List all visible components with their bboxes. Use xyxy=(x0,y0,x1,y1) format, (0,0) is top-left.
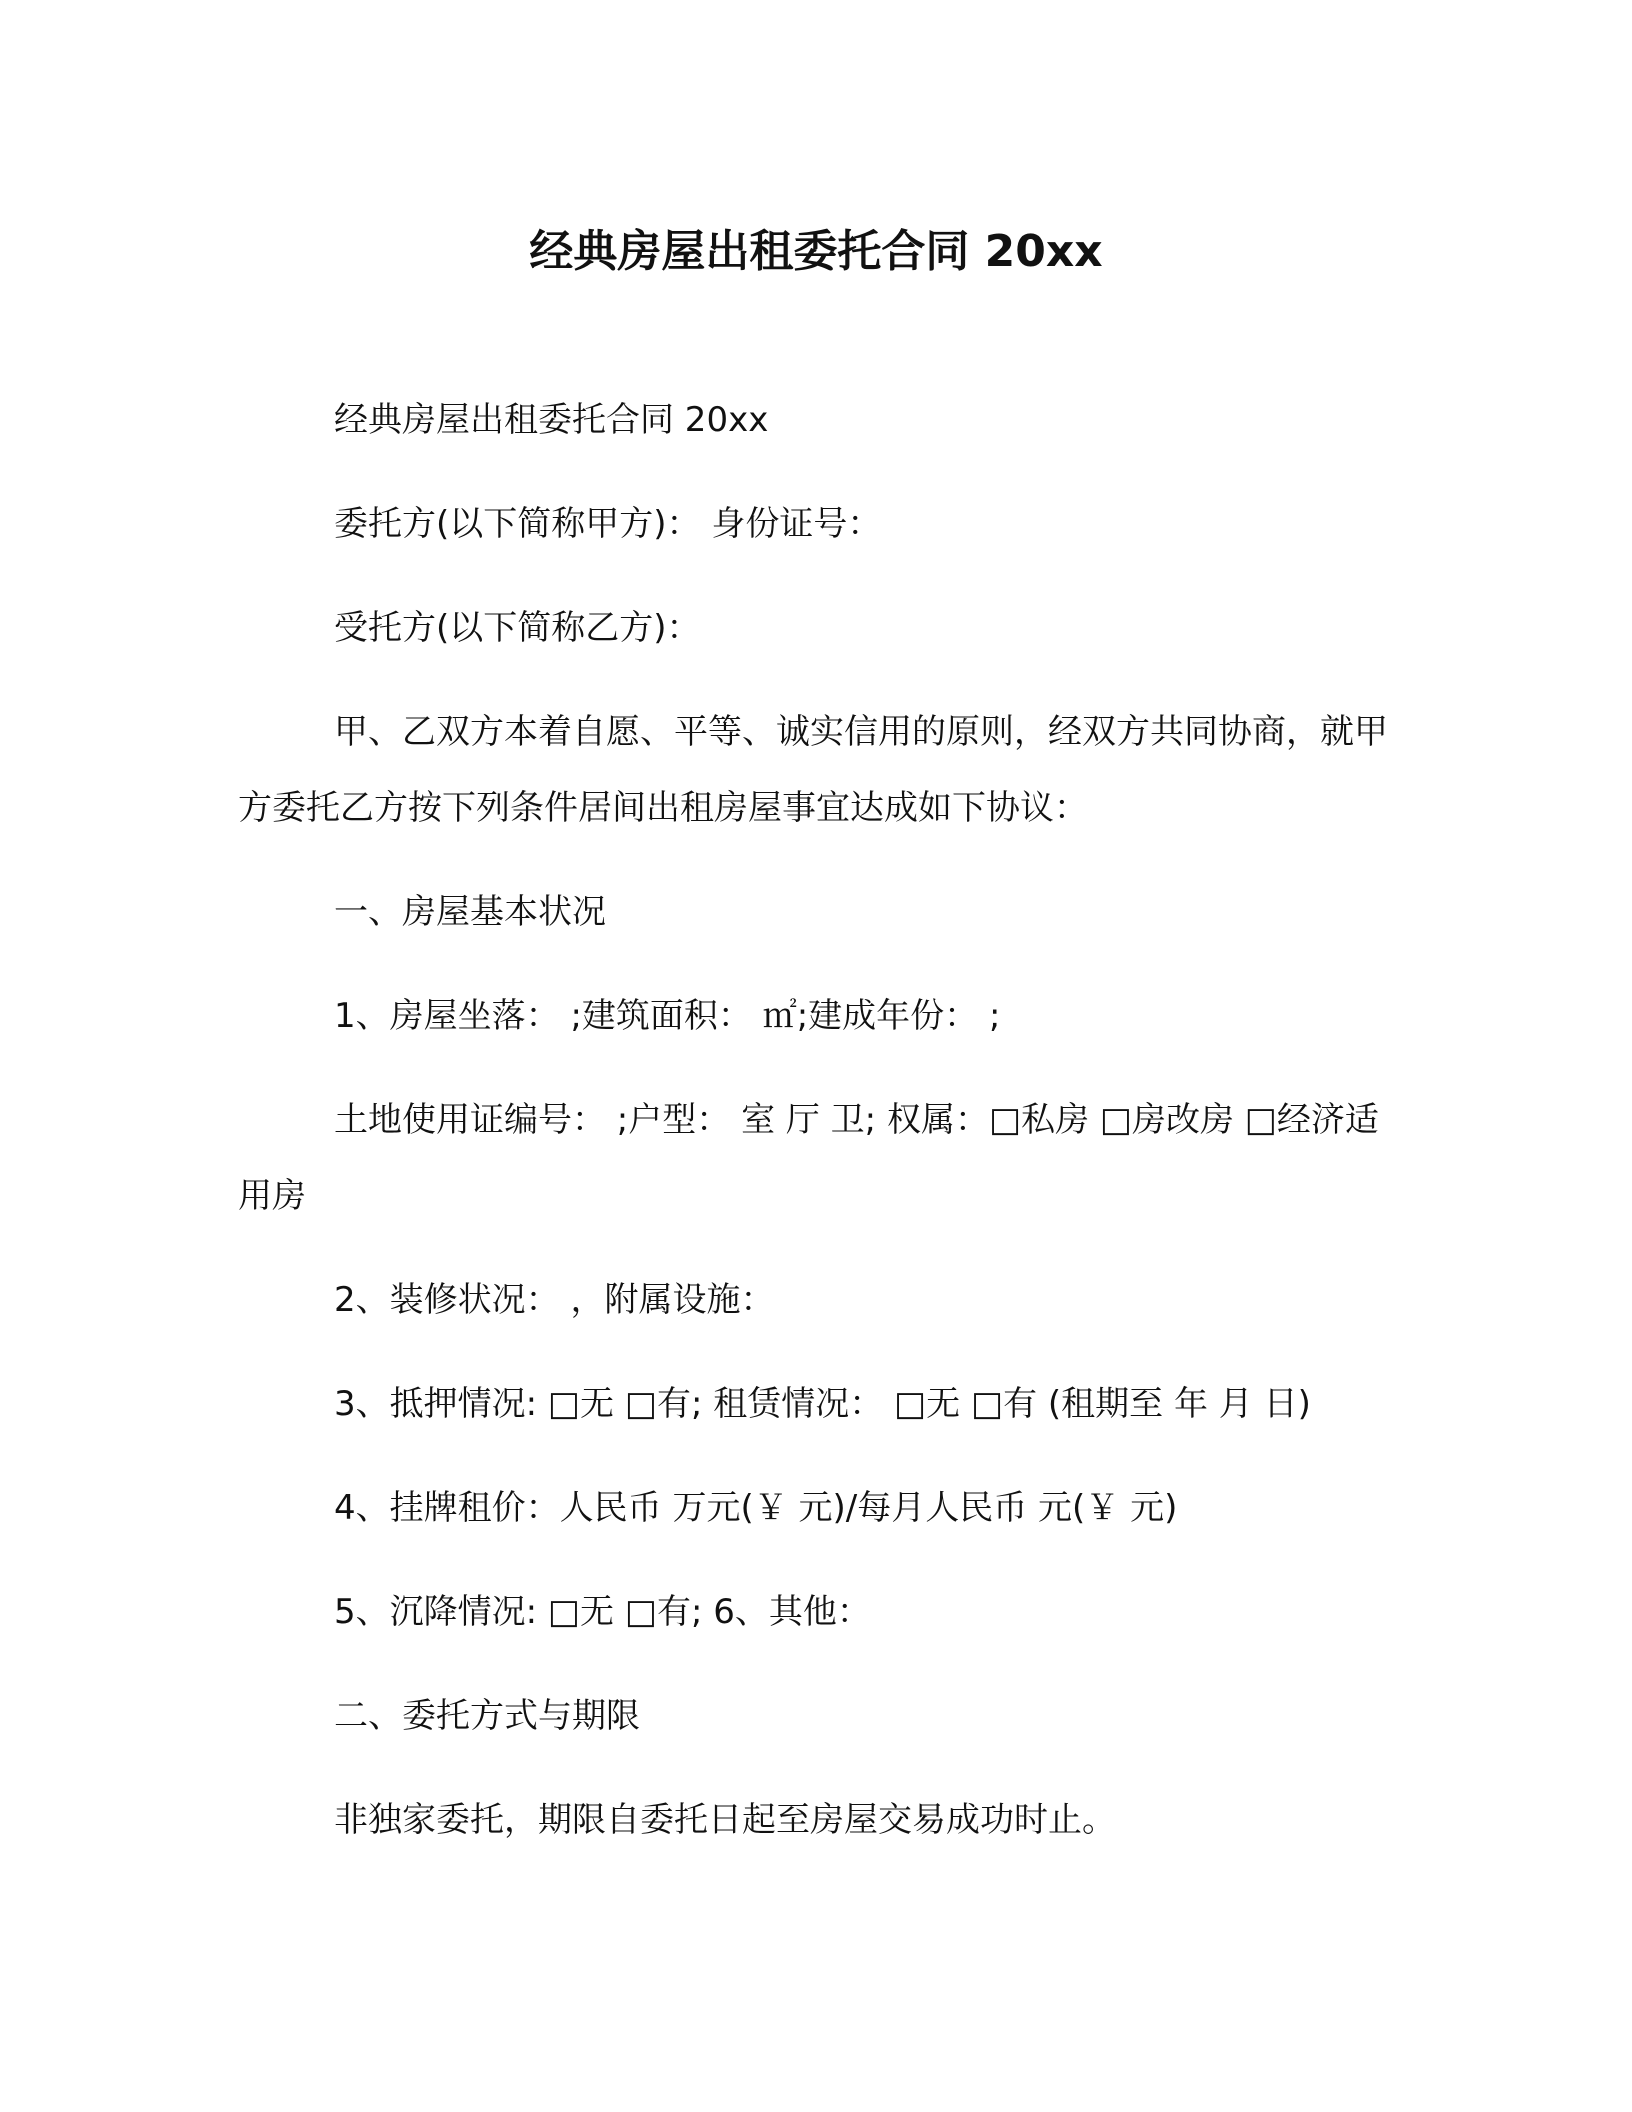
paragraph-location: 1、房屋坐落： ;建筑面积： ㎡;建成年份： ; xyxy=(334,996,1001,1036)
paragraph-client: 委托方(以下简称甲方)： 身份证号： xyxy=(334,504,882,544)
paragraph-rent-price: 4、挂牌租价：人民币 万元(￥ 元)/每月人民币 元(￥ 元) xyxy=(334,1488,1178,1528)
paragraph-decoration: 2、装修状况： ，附属设施： xyxy=(334,1280,775,1320)
paragraph-land-cert: 土地使用证编号： ;户型： 室 厅 卫; 权属：□私房 □房改房 □经济适用房 xyxy=(238,1100,1379,1216)
document-title: 经典房屋出租委托合同 20xx xyxy=(529,226,1103,277)
section-heading-1: 一、房屋基本状况 xyxy=(334,892,606,932)
paragraph-mortgage: 3、抵押情况: □无 □有; 租赁情况： □无 □有 (租期至 年 月 日) xyxy=(334,1384,1311,1424)
section-heading-2: 二、委托方式与期限 xyxy=(334,1696,640,1736)
paragraph-settlement: 5、沉降情况: □无 □有; 6、其他： xyxy=(334,1592,871,1632)
paragraph-agent: 受托方(以下简称乙方)： xyxy=(334,608,701,648)
paragraph-subtitle: 经典房屋出租委托合同 20xx xyxy=(334,400,769,440)
paragraph-term: 非独家委托，期限自委托日起至房屋交易成功时止。 xyxy=(334,1800,1116,1840)
paragraph-preamble: 甲、乙双方本着自愿、平等、诚实信用的原则，经双方共同协商，就甲方委托乙方按下列条件居间出租房屋事宜达成如下协议： xyxy=(238,712,1388,828)
